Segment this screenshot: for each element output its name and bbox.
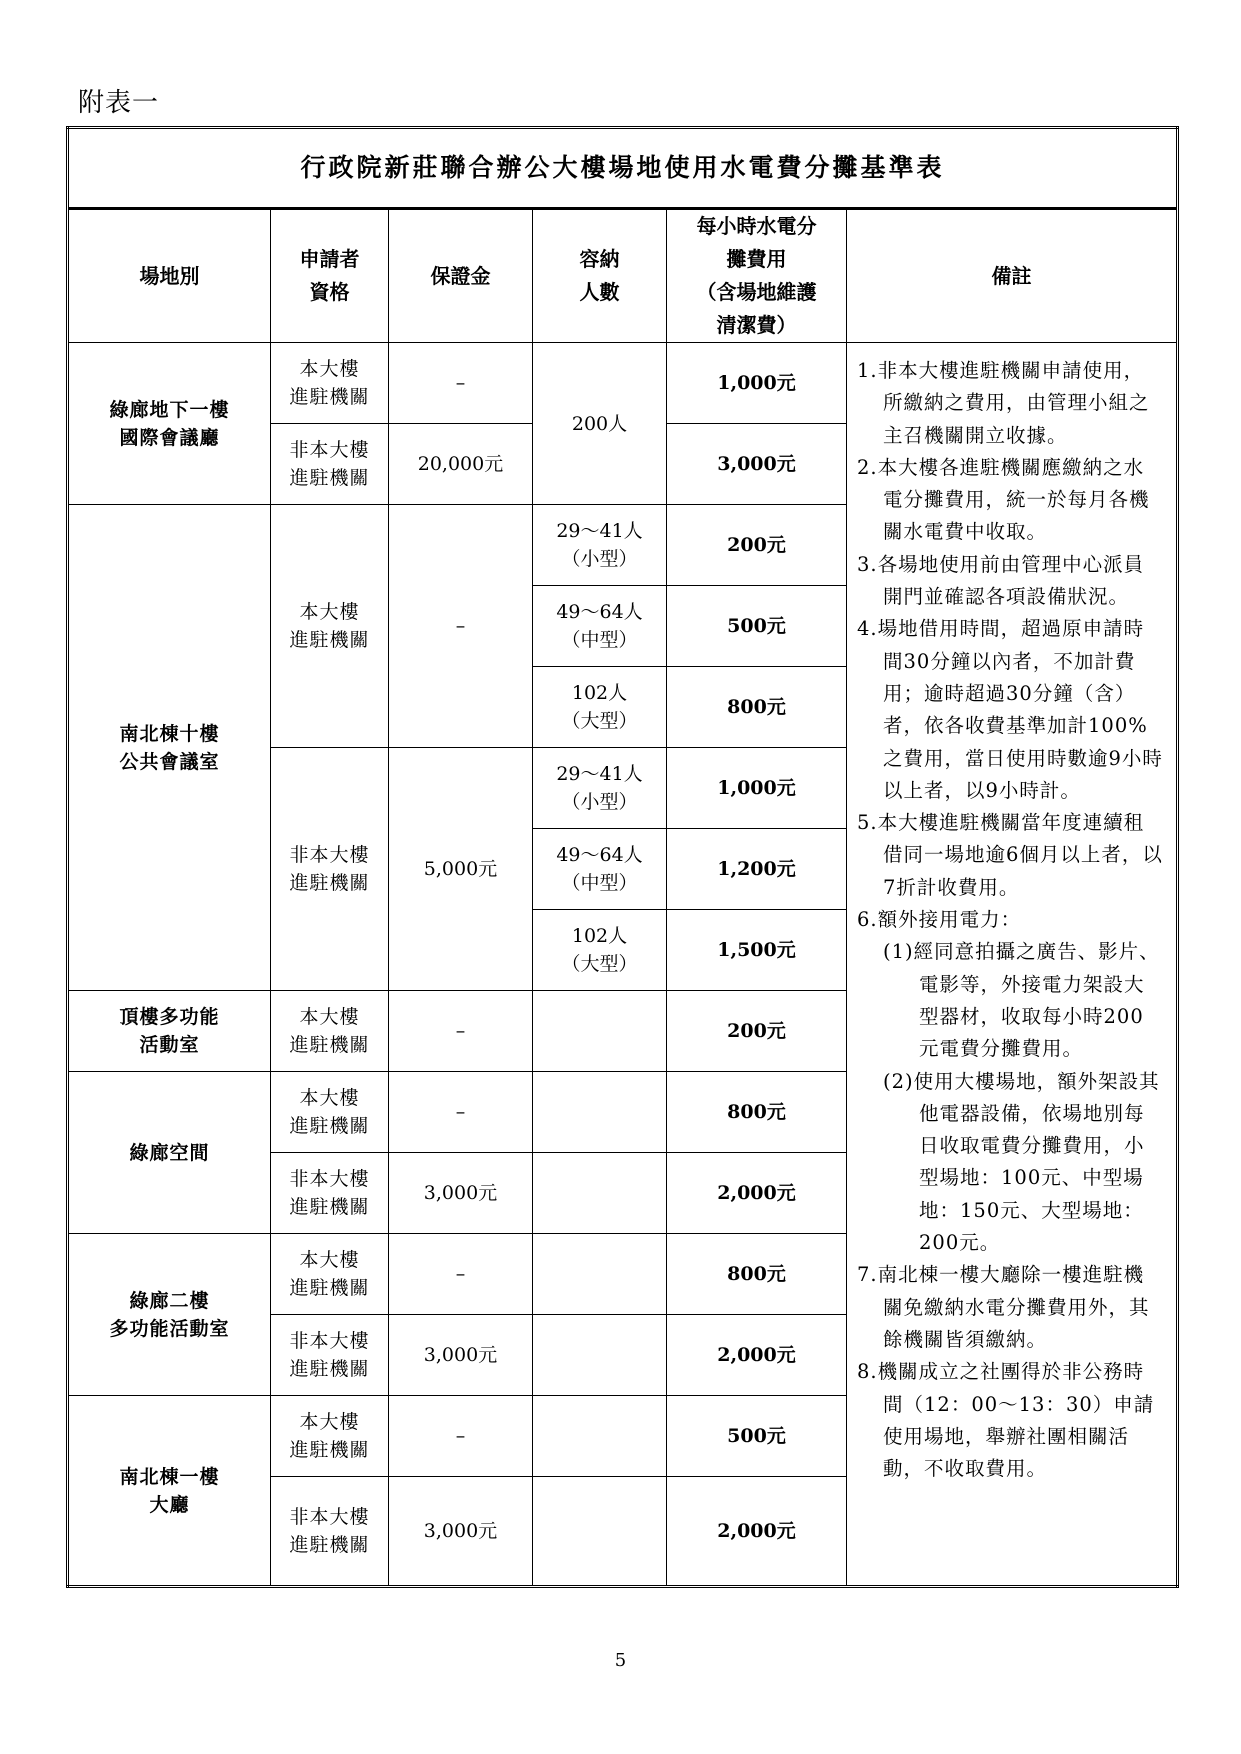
deposit-cell: 3,000元 bbox=[389, 1153, 533, 1234]
fee-cell: 1,200元 bbox=[667, 829, 847, 910]
fee-cell: 2,000元 bbox=[667, 1477, 847, 1587]
capacity-cell bbox=[533, 1234, 667, 1315]
applicant-cell: 非本大樓 進駐機關 bbox=[271, 1153, 389, 1234]
venue-cell: 頂樓多功能 活動室 bbox=[68, 991, 271, 1072]
header-applicant: 申請者 資格 bbox=[271, 209, 389, 343]
deposit-cell: 3,000元 bbox=[389, 1477, 533, 1587]
note-item: 8.機關成立之社團得於非公務時間（12：00～13：30）申請使用場地，舉辦社團相關活動，不收取費用。 bbox=[857, 1360, 1155, 1481]
deposit-cell: – bbox=[389, 991, 533, 1072]
title-row bbox=[68, 128, 1178, 209]
capacity-cell bbox=[533, 991, 667, 1072]
table-title: 行政院新莊聯合辦公大樓場地使用水電費分攤基準表 bbox=[68, 128, 1178, 209]
deposit-cell: – bbox=[389, 343, 533, 424]
table-row bbox=[68, 343, 1178, 424]
fee-cell: 3,000元 bbox=[667, 424, 847, 505]
capacity-cell bbox=[533, 1396, 667, 1477]
note-item: 4.場地借用時間，超過原申請時間30分鐘以內者，不加計費用；逾時超過30分鐘（含）者，依各收費基準加計100%之費用，當日使用時數逾9小時以上者，以9小時計。 bbox=[857, 617, 1163, 802]
header-deposit: 保證金 bbox=[389, 209, 533, 343]
applicant-cell: 本大樓 進駐機關 bbox=[271, 505, 389, 748]
deposit-cell: – bbox=[389, 1234, 533, 1315]
note-item: 1.非本大樓進駐機關申請使用，所繳納之費用，由管理小組之主召機關開立收據。 bbox=[857, 359, 1150, 447]
deposit-cell: – bbox=[389, 505, 533, 748]
note-subitem: (1)經同意拍攝之廣告、影片、電影等，外接電力架設大型器材，收取每小時200元電費分攤費用。 bbox=[883, 940, 1160, 1061]
deposit-cell: 20,000元 bbox=[389, 424, 533, 505]
attachment-label: 附表一 bbox=[78, 88, 160, 118]
fee-schedule-table bbox=[66, 126, 1179, 1588]
fee-cell: 800元 bbox=[667, 1072, 847, 1153]
capacity-cell: 102人 （大型） bbox=[533, 667, 667, 748]
page-number: 5 bbox=[614, 1650, 627, 1671]
fee-cell: 1,500元 bbox=[667, 910, 847, 991]
fee-cell: 800元 bbox=[667, 1234, 847, 1315]
venue-cell: 綠廊空間 bbox=[68, 1072, 271, 1234]
applicant-cell: 非本大樓 進駐機關 bbox=[271, 424, 389, 505]
applicant-cell: 本大樓 進駐機關 bbox=[271, 1396, 389, 1477]
fee-cell: 800元 bbox=[667, 667, 847, 748]
applicant-cell: 本大樓 進駐機關 bbox=[271, 1072, 389, 1153]
header-row bbox=[68, 209, 1178, 343]
deposit-cell: 5,000元 bbox=[389, 748, 533, 991]
capacity-cell bbox=[533, 1072, 667, 1153]
capacity-cell: 49～64人 （中型） bbox=[533, 586, 667, 667]
capacity-cell: 29～41人 （小型） bbox=[533, 505, 667, 586]
note-item: 5.本大樓進駐機關當年度連續租借同一場地逾6個月以上者，以7折計收費用。 bbox=[857, 811, 1163, 899]
venue-cell: 南北棟一樓 大廳 bbox=[68, 1396, 271, 1587]
deposit-cell: – bbox=[389, 1396, 533, 1477]
applicant-cell: 本大樓 進駐機關 bbox=[271, 343, 389, 424]
applicant-cell: 非本大樓 進駐機關 bbox=[271, 1315, 389, 1396]
header-venue: 場地別 bbox=[68, 209, 271, 343]
venue-cell: 綠廊二樓 多功能活動室 bbox=[68, 1234, 271, 1396]
fee-cell: 500元 bbox=[667, 586, 847, 667]
capacity-cell: 49～64人 （中型） bbox=[533, 829, 667, 910]
note-item: 2.本大樓各進駐機關應繳納之水電分攤費用，統一於每月各機關水電費中收取。 bbox=[857, 455, 1150, 544]
note-item: 6.額外接用電力： bbox=[857, 908, 1022, 932]
venue-cell: 綠廊地下一樓 國際會議廳 bbox=[68, 343, 271, 505]
capacity-cell bbox=[533, 1315, 667, 1396]
capacity-cell: 200人 bbox=[533, 343, 667, 505]
deposit-cell: 3,000元 bbox=[389, 1315, 533, 1396]
fee-cell: 2,000元 bbox=[667, 1315, 847, 1396]
capacity-cell: 102人 （大型） bbox=[533, 910, 667, 991]
applicant-cell: 非本大樓 進駐機關 bbox=[271, 748, 389, 991]
note-item: 3.各場地使用前由管理中心派員開門並確認各項設備狀況。 bbox=[857, 552, 1145, 609]
fee-cell: 200元 bbox=[667, 505, 847, 586]
note-subitem: (2)使用大樓場地，額外架設其他電器設備，依場地別每日收取電費分攤費用，小型場地：100元、中型場地：150元、大型場地：200元。 bbox=[883, 1069, 1160, 1255]
capacity-cell: 29～41人 （小型） bbox=[533, 748, 667, 829]
capacity-cell bbox=[533, 1477, 667, 1587]
applicant-cell: 本大樓 進駐機關 bbox=[271, 1234, 389, 1315]
fee-cell: 1,000元 bbox=[667, 748, 847, 829]
applicant-cell: 本大樓 進駐機關 bbox=[271, 991, 389, 1072]
header-capacity: 容納 人數 bbox=[533, 209, 667, 343]
capacity-cell bbox=[533, 1153, 667, 1234]
fee-cell: 1,000元 bbox=[667, 343, 847, 424]
note-item: 7.南北棟一樓大廳除一樓進駐機關免繳納水電分攤費用外，其餘機關皆須繳納。 bbox=[857, 1263, 1150, 1351]
header-fee: 每小時水電分 攤費用 （含場地維護 清潔費） bbox=[667, 209, 847, 343]
applicant-cell: 非本大樓 進駐機關 bbox=[271, 1477, 389, 1587]
fee-cell: 500元 bbox=[667, 1396, 847, 1477]
venue-cell: 南北棟十樓 公共會議室 bbox=[68, 505, 271, 991]
deposit-cell: – bbox=[389, 1072, 533, 1153]
header-notes: 備註 bbox=[847, 209, 1178, 343]
fee-cell: 200元 bbox=[667, 991, 847, 1072]
fee-cell: 2,000元 bbox=[667, 1153, 847, 1234]
notes-cell bbox=[847, 343, 1178, 1587]
